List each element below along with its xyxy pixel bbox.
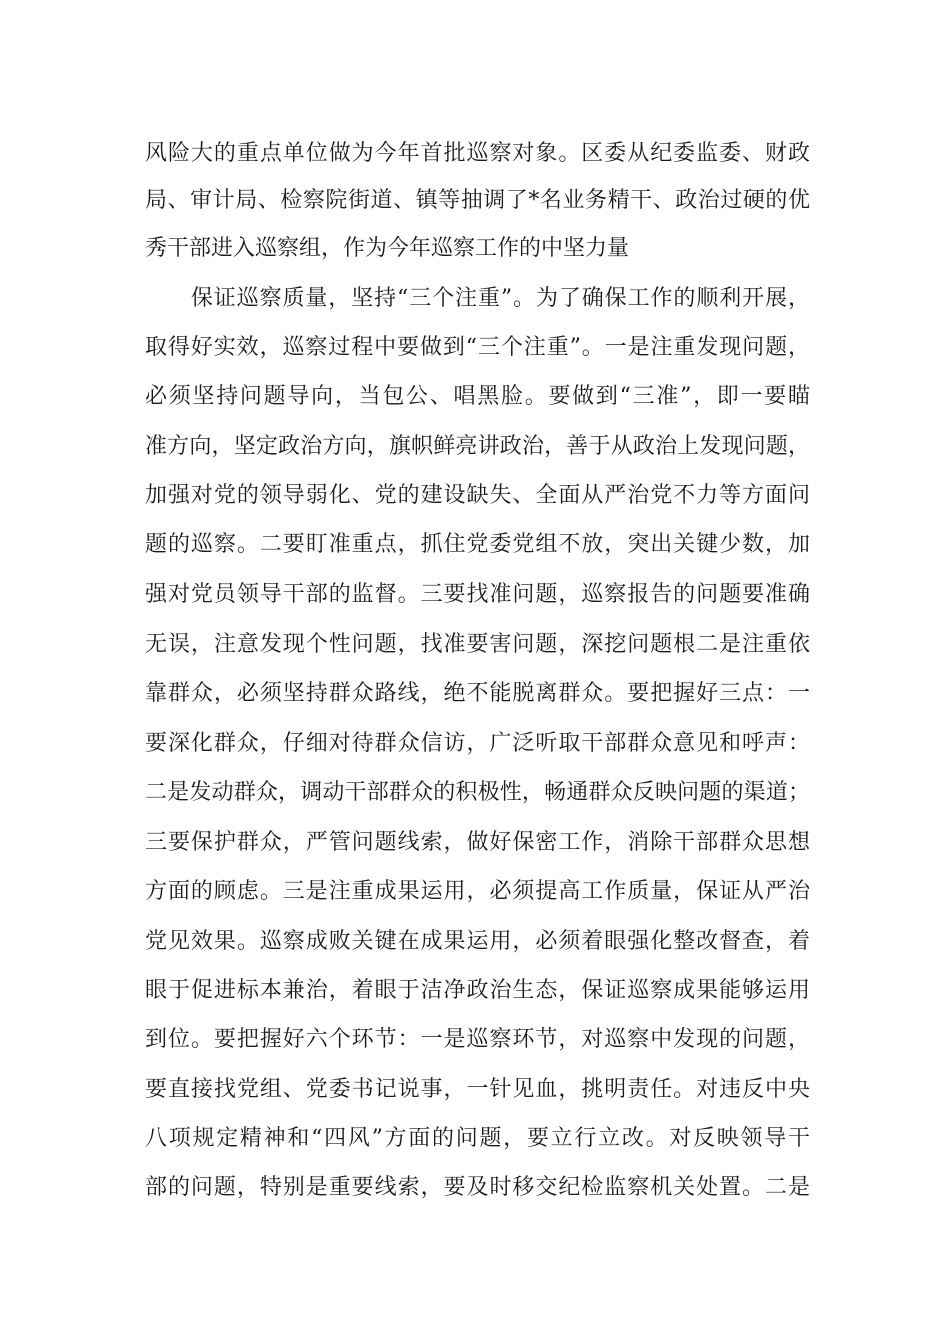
text-line: 要深化群众，仔细对待群众信访，广泛听取干部群众意见和呼声： <box>145 731 810 756</box>
text-line: 八项规定精神和“四风”方面的问题，要立行立改。对反映领导干 <box>145 1126 810 1151</box>
text-line: 风险大的重点单位做为今年首批巡察对象。区委从纪委监委、财政 <box>145 141 810 166</box>
text-line: 部的问题，特别是重要线索，要及时移交纪检监察机关处置。二是 <box>145 1175 810 1200</box>
text-line: 方面的顾虑。三是注重成果运用，必须提高工作质量，保证从严治 <box>145 879 810 904</box>
text-line: 要直接找党组、党委书记说事，一针见血，挑明责任。对违反中央 <box>145 1077 810 1102</box>
text-line: 加强对党的领导弱化、党的建设缺失、全面从严治党不力等方面问 <box>145 483 810 508</box>
text-line: 取得好实效，巡察过程中要做到“三个注重”。一是注重发现问题， <box>145 335 810 360</box>
text-line: 党见效果。巡察成败关键在成果运用，必须着眼强化整改督查，着 <box>145 929 810 954</box>
text-line: 强对党员领导干部的监督。三要找准问题，巡察报告的问题要准确 <box>145 582 810 607</box>
text-line: 保证巡察质量，坚持“三个注重”。为了确保工作的顺利开展， <box>145 286 810 311</box>
text-line: 靠群众，必须坚持群众路线，绝不能脱离群众。要把握好三点：一 <box>145 681 810 706</box>
text-line: 三要保护群众，严管问题线索，做好保密工作，消除干部群众思想 <box>145 830 810 855</box>
text-line: 题的巡察。二要盯准重点，抓住党委党组不放，突出关键少数，加 <box>145 532 810 557</box>
text-line: 准方向，坚定政治方向，旗帜鲜亮讲政治，善于从政治上发现问题， <box>145 434 810 459</box>
text-line: 局、审计局、检察院街道、镇等抽调了*名业务精干、政治过硬的优 <box>145 188 810 213</box>
text-line: 秀干部进入巡察组，作为今年巡察工作的中坚力量 <box>145 236 630 261</box>
text-line: 必须坚持问题导向，当包公、唱黑脸。要做到“三准”，即一要瞄 <box>145 384 810 409</box>
text-line: 二是发动群众，调动干部群众的积极性，畅通群众反映问题的渠道； <box>145 780 810 805</box>
text-line: 到位。要把握好六个环节：一是巡察环节，对巡察中发现的问题， <box>145 1027 810 1052</box>
text-line: 无误，注意发现个性问题，找准要害问题，深挖问题根二是注重依 <box>145 632 810 657</box>
text-line: 眼于促进标本兼治，着眼于洁净政治生态，保证巡察成果能够运用 <box>145 978 810 1003</box>
